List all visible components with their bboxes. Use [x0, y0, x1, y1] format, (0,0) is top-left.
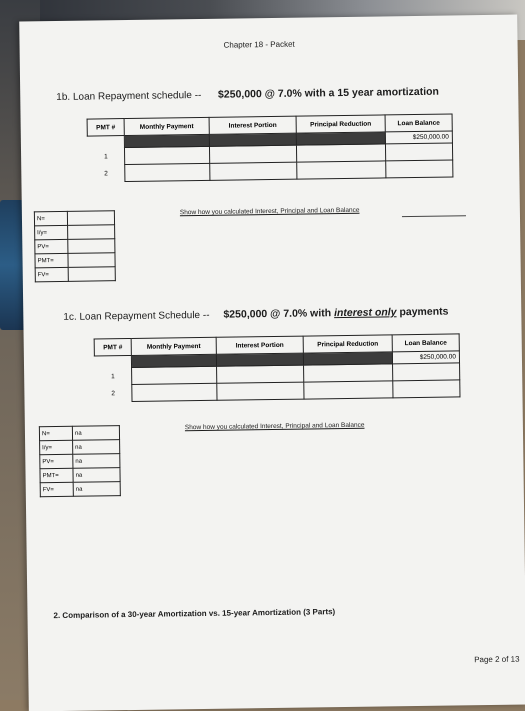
var-value[interactable] — [68, 225, 115, 240]
var-value[interactable]: na — [73, 482, 120, 497]
var-label: PMT= — [40, 468, 73, 482]
section-1c-terms-emph: interest only — [333, 306, 397, 320]
var-label: PMT= — [35, 253, 68, 267]
row-number: 1 — [103, 152, 108, 160]
var-value[interactable]: na — [72, 426, 119, 441]
col-header-pmt: PMT # — [94, 338, 131, 356]
cell-input[interactable] — [217, 382, 304, 400]
var-label: PV= — [35, 239, 68, 253]
section-1c-heading — [63, 306, 448, 323]
cell-input[interactable] — [125, 163, 210, 181]
instruction-1b: Show how you calculated Interest, Principal and Loan Balance — [179, 206, 360, 217]
var-label: FV= — [40, 482, 73, 496]
row-number: 2 — [111, 389, 116, 397]
col-header-principal: Principal Reduction — [296, 115, 385, 133]
var-value[interactable] — [68, 267, 115, 282]
var-value[interactable] — [68, 239, 115, 254]
schedule-table-1b — [87, 113, 454, 182]
var-label: I/y= — [35, 225, 68, 239]
calculator-vars-1c — [39, 425, 121, 497]
section-2-title: 2. Comparison of a 30-year Amortization vs. 15-year Amortization (3 Parts) — [53, 607, 336, 621]
var-value[interactable] — [67, 211, 114, 226]
var-value[interactable]: na — [73, 468, 120, 483]
opening-balance: $250,000.00 — [392, 351, 459, 364]
col-header-monthly-payment: Monthly Payment — [131, 337, 216, 355]
col-header-interest: Interest Portion — [209, 116, 296, 134]
chapter-header: Chapter 18 - Packet — [223, 39, 295, 50]
cell-input[interactable] — [393, 363, 460, 381]
instruction-1c: Show how you calculated Interest, Principal and Loan Balance — [184, 421, 365, 432]
section-1c-terms-suffix: payments — [396, 305, 449, 319]
opening-balance: $250,000.00 — [385, 131, 452, 144]
cell-input[interactable] — [296, 144, 385, 162]
cell-input[interactable] — [385, 143, 452, 161]
row-number: 1 — [111, 372, 115, 380]
var-value[interactable]: na — [73, 454, 120, 469]
schedule-table-1c — [94, 333, 461, 402]
calculator-vars-1b — [34, 210, 116, 282]
col-header-pmt: PMT # — [87, 119, 124, 137]
var-label: FV= — [35, 267, 68, 281]
col-header-interest: Interest Portion — [216, 336, 303, 354]
col-header-balance: Loan Balance — [385, 114, 452, 132]
cell-input[interactable] — [132, 383, 217, 401]
page-number: Page 2 of 13 — [474, 654, 520, 665]
col-header-balance: Loan Balance — [392, 334, 459, 352]
section-1b-terms: $250,000 @ 7.0% with a 15 year amortization — [217, 85, 440, 101]
cell-input[interactable] — [209, 145, 296, 163]
row-number: 2 — [104, 169, 108, 177]
section-1b-heading — [56, 86, 439, 103]
col-header-monthly-payment: Monthly Payment — [124, 117, 209, 135]
cell-input[interactable] — [304, 364, 393, 382]
cell-input[interactable] — [297, 161, 386, 179]
section-1c-title: 1c. Loan Repayment Schedule -- — [63, 309, 210, 323]
cell-input[interactable] — [386, 160, 453, 178]
var-label: PV= — [40, 454, 73, 468]
var-label: I/y= — [40, 440, 73, 454]
cell-input[interactable] — [393, 380, 460, 398]
cell-input[interactable] — [217, 365, 304, 383]
var-value[interactable] — [68, 253, 115, 268]
var-label: N= — [39, 426, 72, 440]
var-value[interactable]: na — [73, 440, 120, 455]
worksheet-page — [19, 15, 525, 711]
cell-input[interactable] — [210, 162, 297, 180]
cell-input[interactable] — [124, 146, 209, 164]
var-label: N= — [34, 211, 67, 225]
answer-line — [402, 215, 466, 217]
cell-input[interactable] — [304, 381, 393, 399]
section-1c-terms-prefix: $250,000 @ 7.0% with — [223, 307, 335, 321]
section-1b-title: 1b. Loan Repayment schedule -- — [56, 89, 202, 103]
col-header-principal: Principal Reduction — [303, 335, 392, 353]
cell-input[interactable] — [132, 366, 217, 384]
